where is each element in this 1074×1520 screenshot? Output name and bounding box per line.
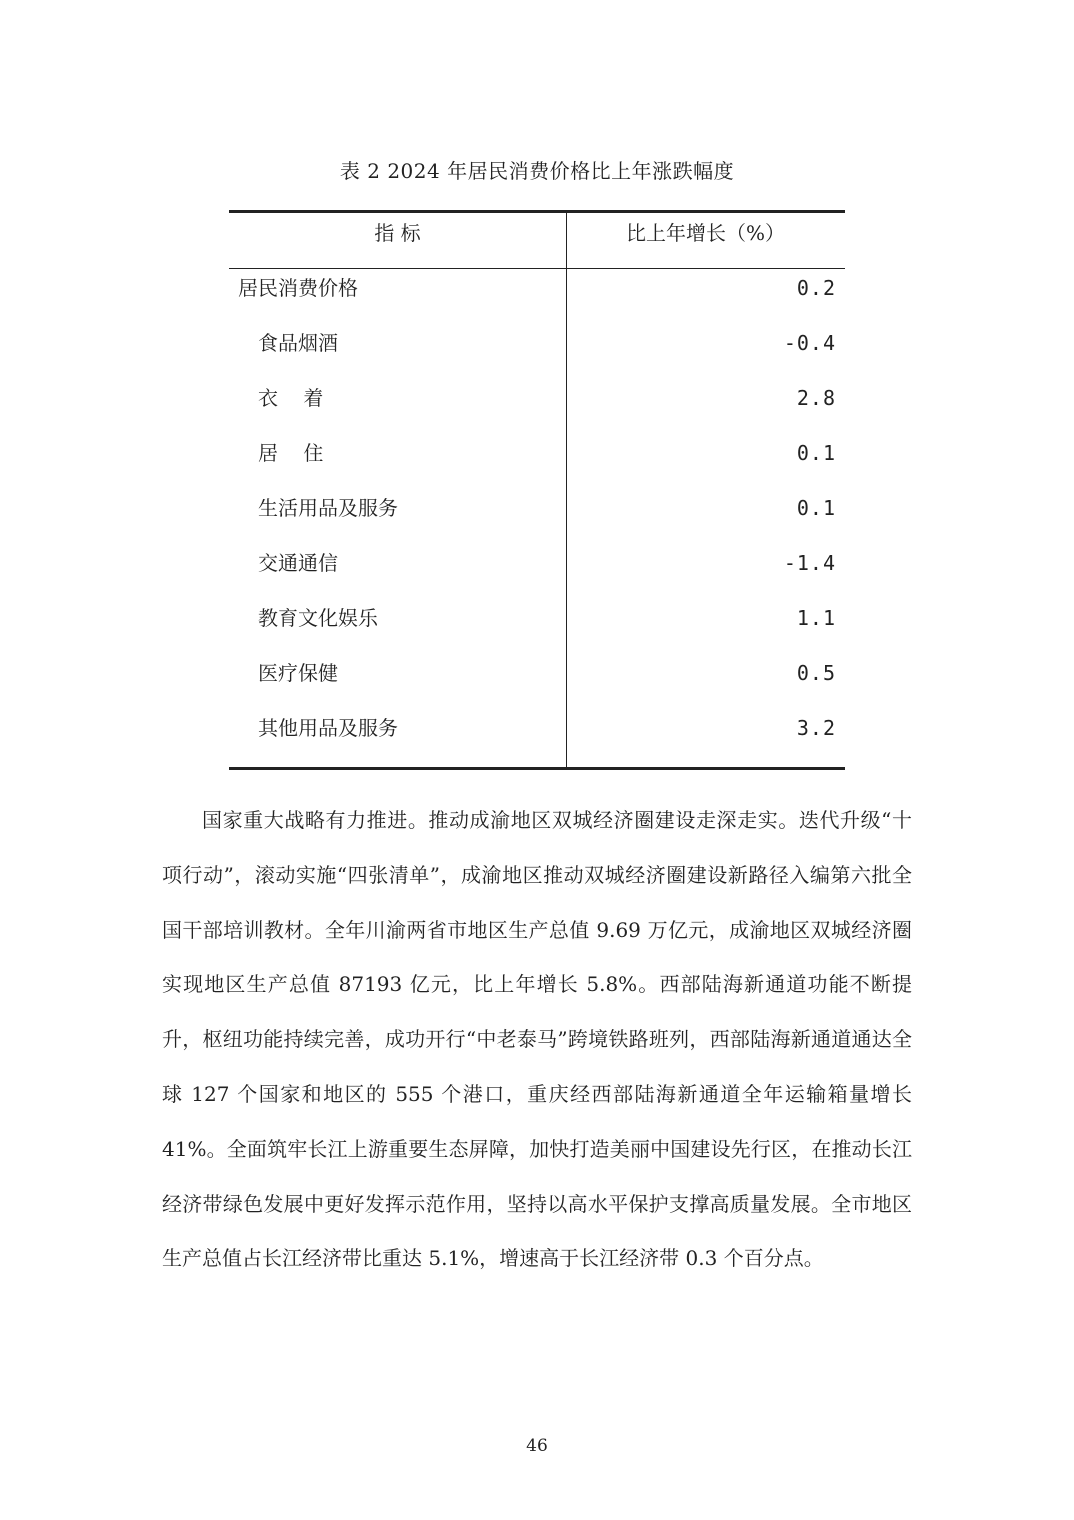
row-label: 居 住 bbox=[258, 441, 324, 465]
table-row bbox=[229, 599, 845, 654]
table-row bbox=[229, 489, 845, 544]
row-value: 0.2 bbox=[796, 276, 836, 300]
table-header-row bbox=[229, 213, 845, 269]
table-row bbox=[229, 654, 845, 709]
row-value: 0.1 bbox=[796, 441, 836, 465]
row-label: 食品烟酒 bbox=[258, 331, 338, 355]
table-body bbox=[229, 269, 845, 764]
row-value: 1.1 bbox=[796, 606, 836, 630]
page-number: 46 bbox=[526, 1436, 548, 1456]
header-growth-percent: 比上年增长（%） bbox=[625, 221, 785, 245]
row-value: 0.5 bbox=[796, 661, 836, 685]
row-label: 衣 着 bbox=[258, 386, 324, 410]
header-indicator: 指 标 bbox=[374, 221, 421, 245]
table-row bbox=[229, 544, 845, 599]
row-label: 其他用品及服务 bbox=[258, 716, 398, 740]
table-row bbox=[229, 434, 845, 489]
table-row bbox=[229, 379, 845, 434]
row-value: 3.2 bbox=[796, 716, 836, 740]
row-label: 医疗保健 bbox=[258, 661, 338, 685]
body-text bbox=[162, 793, 912, 1286]
row-label: 教育文化娱乐 bbox=[258, 606, 378, 630]
row-value: -0.4 bbox=[783, 331, 836, 355]
paragraph-strategy: 国家重大战略有力推进。推动成渝地区双城经济圈建设走深走实。迭代升级“十项行动”，滚动实施“四张清单”，成渝地区推动双城经济圈建设新路径入编第六批全国干部培训教材。全年川渝两省市地区生产总值 9.69 万亿元，成渝地区双城经济圈实现地区生产总值 87193 亿元，比上年增长 5.8%。西部陆海新通道功能不断提升，枢纽功能持续完善，成功开行“中老泰马”跨境铁路班列，西部陆海新通道通达全球 127 个国家和地区的 555 个港口，重庆经西部陆海新通道全年运输箱量增长 41%。全面筑牢长江上游重要生态屏障，加快打造美丽中国建设先行区，在推动长江经济带绿色发展中更好发挥示范作用，坚持以高水平保护支撑高质量发展。全市地区生产总值占长江经济带比重达 5.1%，增速高于长江经济带 0.3 个百分点。 bbox=[162, 808, 912, 1271]
row-label: 生活用品及服务 bbox=[258, 496, 398, 520]
row-value: 2.8 bbox=[796, 386, 836, 410]
row-value: -1.4 bbox=[783, 551, 836, 575]
table-row bbox=[229, 324, 845, 379]
cpi-change-table bbox=[229, 210, 845, 770]
row-label: 交通通信 bbox=[258, 551, 338, 575]
table-row bbox=[229, 269, 845, 324]
row-label: 居民消费价格 bbox=[238, 276, 358, 300]
table-row bbox=[229, 709, 845, 764]
table-caption: 表 2 2024 年居民消费价格比上年涨跌幅度 bbox=[339, 159, 735, 183]
row-value: 0.1 bbox=[796, 496, 836, 520]
